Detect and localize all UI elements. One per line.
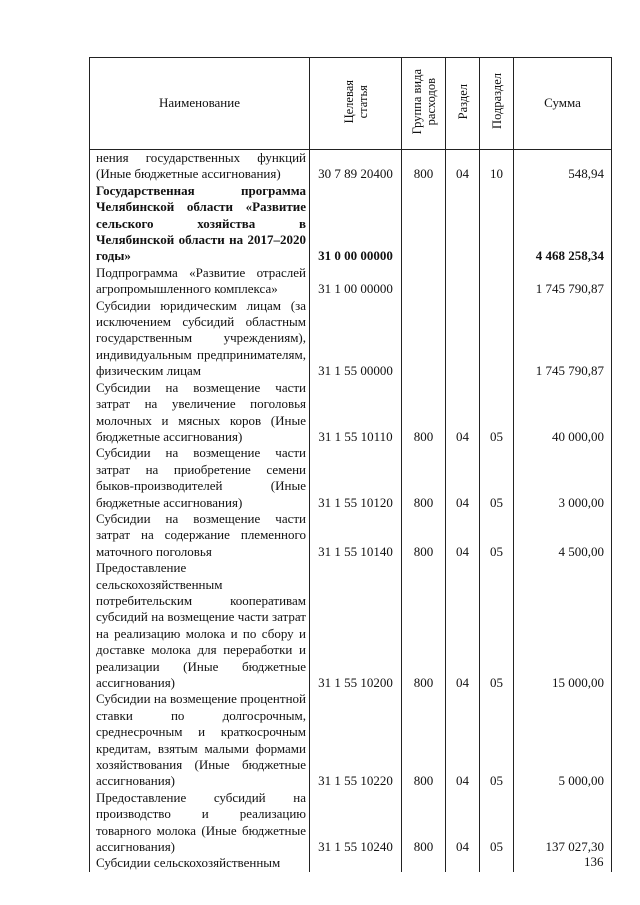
cell-name: Субсидии на возмещение процентной ставки по долгосрочным, среднесрочным и краткосрочным кредитам, взятым малыми формами хозяйствования (Иные бюджетные ассигнования) xyxy=(90,691,310,789)
cell-sum: 40 000,00 xyxy=(514,380,612,446)
cell-expense-group: 800 xyxy=(402,445,446,511)
cell-sum: 5 000,00 xyxy=(514,691,612,789)
cell-section xyxy=(446,183,480,265)
cell-target-code: 31 1 55 10220 xyxy=(310,691,402,789)
cell-target-code xyxy=(310,855,402,871)
page-number: 136 xyxy=(584,854,604,869)
cell-expense-group: 800 xyxy=(402,560,446,691)
cell-sum: 1 745 790,87 xyxy=(514,298,612,380)
cell-section xyxy=(446,265,480,298)
cell-expense-group: 800 xyxy=(402,380,446,446)
table-row xyxy=(90,445,612,511)
cell-sum: 15 000,00 xyxy=(514,560,612,691)
header-name xyxy=(90,58,310,150)
cell-target-code: 31 1 55 10110 xyxy=(310,380,402,446)
table-row xyxy=(90,380,612,446)
header-code xyxy=(310,58,402,150)
table-row xyxy=(90,691,612,789)
cell-section: 04 xyxy=(446,511,480,560)
table-row xyxy=(90,150,612,183)
cell-target-code: 31 1 55 00000 xyxy=(310,298,402,380)
cell-sum: 4 468 258,34 xyxy=(514,183,612,265)
budget-table xyxy=(89,57,612,872)
cell-target-code: 31 1 55 10120 xyxy=(310,445,402,511)
cell-subsection: 10 xyxy=(480,150,514,183)
cell-name: нения государственных функций (Иные бюджетные ассигнования) xyxy=(90,150,310,183)
cell-subsection: 05 xyxy=(480,445,514,511)
cell-subsection: 05 xyxy=(480,380,514,446)
table-row xyxy=(90,790,612,856)
cell-name: Предоставление сельскохозяйственным потребительским кооперативам субсидий на возмещение части затрат на реализацию молока и по сбору и доставке молока для переработки и реализации (Иные бюджетные ассигнования) xyxy=(90,560,310,691)
cell-name: Субсидии на возмещение части затрат на увеличение поголовья молочных и мясных коров (Иные бюджетные ассигнования) xyxy=(90,380,310,446)
cell-section: 04 xyxy=(446,560,480,691)
cell-sum: 1 745 790,87 xyxy=(514,265,612,298)
cell-subsection xyxy=(480,855,514,871)
table-row xyxy=(90,511,612,560)
cell-section xyxy=(446,855,480,871)
cell-subsection: 05 xyxy=(480,560,514,691)
cell-target-code: 31 1 55 10140 xyxy=(310,511,402,560)
cell-expense-group: 800 xyxy=(402,511,446,560)
cell-subsection: 05 xyxy=(480,511,514,560)
header-code-label: Целевая статья xyxy=(341,79,370,123)
header-group xyxy=(402,58,446,150)
header-sum-label: Сумма xyxy=(544,95,581,111)
cell-target-code: 31 1 00 00000 xyxy=(310,265,402,298)
table-row xyxy=(90,855,612,871)
cell-expense-group: 800 xyxy=(402,790,446,856)
header-sum xyxy=(514,58,612,150)
cell-target-code: 31 0 00 00000 xyxy=(310,183,402,265)
cell-section: 04 xyxy=(446,445,480,511)
table-header xyxy=(90,58,612,150)
cell-subsection xyxy=(480,298,514,380)
table-row xyxy=(90,183,612,265)
cell-subsection: 05 xyxy=(480,691,514,789)
cell-name: Субсидии на возмещение части затрат на приобретение семени быков-производителей (Иные бюджетные ассигнования) xyxy=(90,445,310,511)
cell-target-code: 31 1 55 10240 xyxy=(310,790,402,856)
cell-expense-group xyxy=(402,298,446,380)
cell-section: 04 xyxy=(446,691,480,789)
cell-expense-group: 800 xyxy=(402,150,446,183)
cell-section: 04 xyxy=(446,380,480,446)
cell-name: Субсидии на возмещение части затрат на содержание племенного маточного поголовья xyxy=(90,511,310,560)
cell-name: Предоставление субсидий на производство и реализацию товарного молока (Иные бюджетные ассигнования) xyxy=(90,790,310,856)
cell-target-code: 31 1 55 10200 xyxy=(310,560,402,691)
header-section xyxy=(446,58,480,150)
header-section-label: Раздел xyxy=(455,83,470,119)
cell-name: Подпрограмма «Развитие отраслей агропромышленного комплекса» xyxy=(90,265,310,298)
cell-sum: 137 027,30 xyxy=(514,790,612,856)
table-row xyxy=(90,298,612,380)
cell-sum: 4 500,00 xyxy=(514,511,612,560)
budget-table-page xyxy=(89,57,611,872)
cell-name: Субсидии юридическим лицам (за исключением субсидий областным государственным учреждениям), индивидуальным предпринимателям, физическим лицам xyxy=(90,298,310,380)
cell-sum: 548,94 xyxy=(514,150,612,183)
header-subsection xyxy=(480,58,514,150)
cell-target-code: 30 7 89 20400 xyxy=(310,150,402,183)
cell-sum: 3 000,00 xyxy=(514,445,612,511)
table-row xyxy=(90,560,612,691)
cell-section: 04 xyxy=(446,150,480,183)
table-row xyxy=(90,265,612,298)
cell-section xyxy=(446,298,480,380)
cell-section: 04 xyxy=(446,790,480,856)
header-name-label: Наименование xyxy=(159,95,240,111)
cell-expense-group xyxy=(402,265,446,298)
cell-expense-group xyxy=(402,855,446,871)
cell-expense-group: 800 xyxy=(402,691,446,789)
header-subsection-label: Подраздел xyxy=(489,73,504,130)
table-body xyxy=(90,150,612,872)
cell-name: Государственная программа Челябинской области «Развитие сельского хозяйства в Челябинской области на 2017–2020 годы» xyxy=(90,183,310,265)
cell-name: Субсидии сельскохозяйственным xyxy=(90,855,310,871)
cell-expense-group xyxy=(402,183,446,265)
cell-subsection xyxy=(480,183,514,265)
cell-subsection: 05 xyxy=(480,790,514,856)
cell-subsection xyxy=(480,265,514,298)
header-group-label: Группа вида расходов xyxy=(409,68,438,134)
